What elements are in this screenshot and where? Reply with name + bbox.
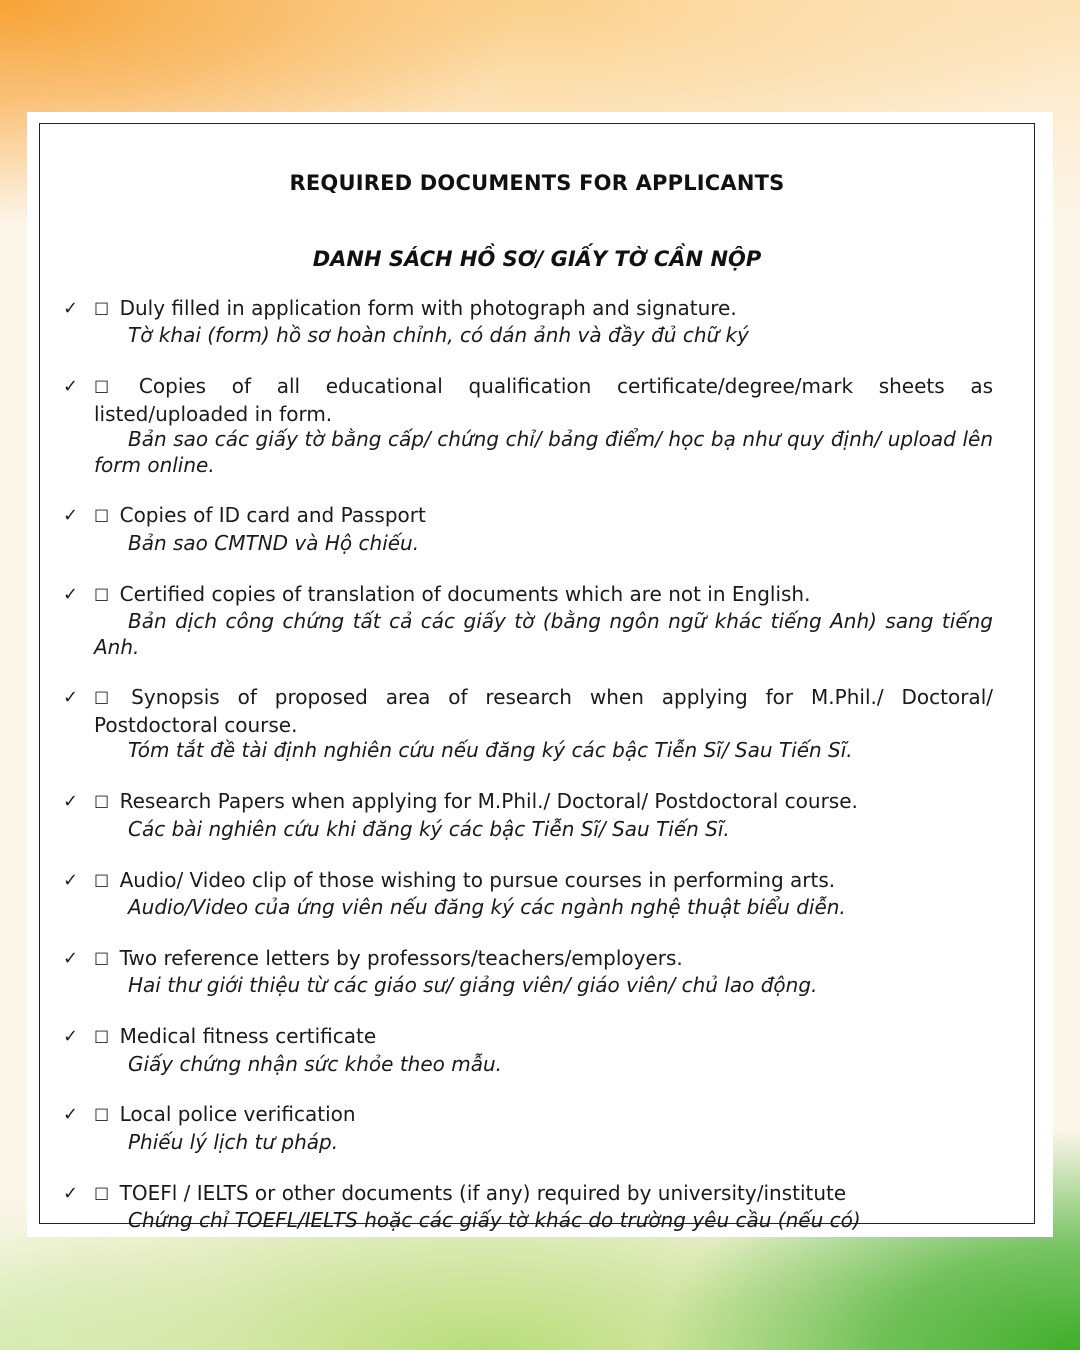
item-text-vi: Bản sao các giấy tờ bằng cấp/ chứng chỉ/ bảng điểm/ học bạ như quy định/ upload lên form online. [94, 427, 993, 477]
requirements-list [63, 296, 993, 1234]
item-text-vi: Các bài nghiên cứu khi đăng ký các bậc Tiễn Sĩ/ Sau Tiến Sĩ. [128, 816, 730, 841]
document-panel [27, 112, 1053, 1237]
item-text-vi: Bản dịch công chứng tất cả các giấy tờ (bằng ngôn ngữ khác tiếng Anh) sang tiếng Anh. [94, 609, 993, 659]
checkbox-icon[interactable]: ☐ [94, 793, 110, 814]
checkbox-icon[interactable]: ☐ [94, 300, 110, 320]
item-text-en: Medical fitness certificate [119, 1024, 377, 1049]
item-text-en: Synopsis of proposed area of research when applying for M.Phil./ Doctoral/ Postdoctoral course. [94, 685, 993, 737]
list-item [63, 296, 993, 349]
list-item [63, 685, 993, 763]
item-text-vi: Chứng chỉ TOEFL/IELTS hoặc các giấy tờ khác do trường yêu cầu (nếu có) [128, 1208, 861, 1233]
page-title: REQUIRED DOCUMENTS FOR APPLICANTS [289, 171, 785, 195]
item-text-en: Certified copies of translation of documents which are not in English. [119, 581, 811, 606]
item-text-en: TOEFl / IELTS or other documents (if any) required by university/institute [119, 1180, 847, 1205]
checkmark-icon: ✓ [63, 687, 79, 709]
checkmark-icon: ✓ [63, 583, 79, 605]
checkmark-icon: ✓ [63, 505, 79, 527]
checkmark-icon: ✓ [63, 1182, 79, 1204]
checkmark-icon: ✓ [63, 1026, 79, 1048]
checkmark-icon: ✓ [63, 376, 79, 398]
item-text-vi: Phiếu lý lịch tư pháp. [128, 1129, 339, 1154]
checkbox-icon[interactable]: ☐ [94, 689, 110, 710]
checkbox-icon[interactable]: ☐ [94, 585, 110, 606]
checkmark-icon: ✓ [63, 298, 79, 319]
checkmark-icon: ✓ [63, 791, 79, 813]
list-item [63, 789, 993, 842]
item-text-vi: Tóm tắt đề tài định nghiên cứu nếu đăng ký các bậc Tiễn Sĩ/ Sau Tiến Sĩ. [128, 738, 853, 763]
checkmark-icon: ✓ [63, 1104, 79, 1126]
checkbox-icon[interactable]: ☐ [94, 871, 110, 892]
checkbox-icon[interactable]: ☐ [94, 507, 110, 528]
list-item [63, 868, 993, 921]
list-item [63, 374, 993, 478]
list-item [63, 1102, 993, 1155]
document-frame [39, 123, 1035, 1233]
item-text-en: Copies of ID card and Passport [119, 503, 426, 528]
page-subtitle: DANH SÁCH HỒ SƠ/ GIẤY TỜ CẦN NỘP [312, 247, 762, 271]
item-text-vi: Bản sao CMTND và Hộ chiếu. [128, 530, 420, 555]
checkbox-icon[interactable]: ☐ [94, 949, 110, 970]
item-text-vi: Audio/Video của ứng viên nếu đăng ký các ngành nghệ thuật biểu diễn. [128, 894, 846, 919]
checkbox-icon[interactable]: ☐ [94, 1028, 110, 1049]
checkbox-icon[interactable]: ☐ [94, 1106, 110, 1127]
item-text-en: Duly filled in application form with photograph and signature. [119, 296, 737, 320]
list-item [63, 1024, 993, 1077]
checkbox-icon[interactable]: ☐ [94, 1184, 110, 1205]
list-item [63, 1181, 993, 1234]
checkmark-icon: ✓ [63, 947, 79, 969]
item-text-en: Copies of all educational qualification certificate/degree/mark sheets as listed/uploaded in form. [94, 374, 993, 426]
item-text-en: Two reference letters by professors/teachers/employers. [119, 945, 683, 970]
checkbox-icon[interactable]: ☐ [94, 378, 110, 399]
item-text-en: Local police verification [119, 1102, 356, 1127]
item-text-vi: Giấy chứng nhận sức khỏe theo mẫu. [128, 1051, 503, 1076]
checkmark-icon: ✓ [63, 869, 79, 891]
item-text-en: Research Papers when applying for M.Phil./ Doctoral/ Postdoctoral course. [119, 789, 858, 814]
item-text-vi: Hai thư giới thiệu từ các giáo sư/ giảng viên/ giáo viên/ chủ lao động. [128, 973, 818, 998]
list-item [63, 946, 993, 999]
item-text-en: Audio/ Video clip of those wishing to pursue courses in performing arts. [119, 867, 836, 892]
list-item [63, 582, 993, 660]
list-item [63, 503, 993, 556]
item-text-vi: Tờ khai (form) hồ sơ hoàn chỉnh, có dán ảnh và đầy đủ chữ ký [128, 323, 749, 348]
